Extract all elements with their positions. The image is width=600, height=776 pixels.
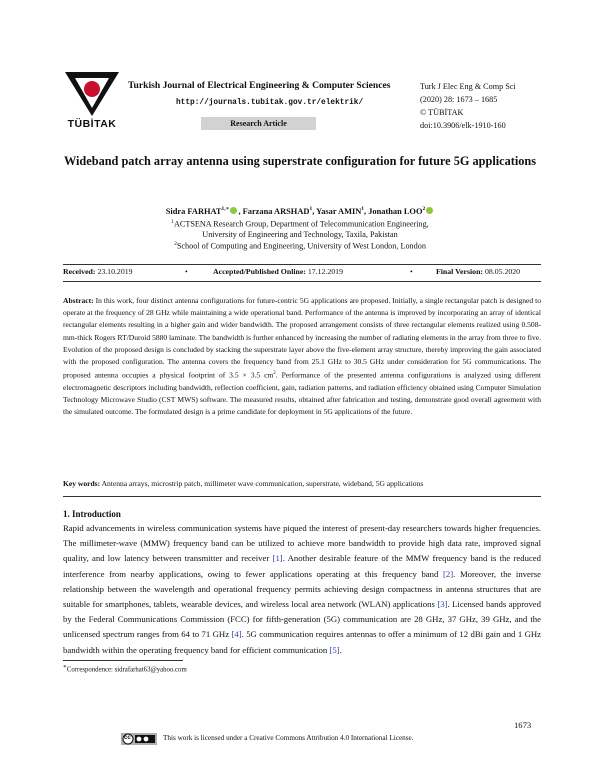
author-affiliation-mark: 2 xyxy=(422,206,426,212)
date-separator: • xyxy=(185,267,188,276)
affiliation-1-line-2: University of Engineering and Technology, Taxila, Pakistan xyxy=(202,230,398,239)
citation-link[interactable]: [5] xyxy=(329,644,340,655)
citation-link[interactable]: [2] xyxy=(442,568,454,579)
footnote-rule xyxy=(63,660,183,661)
paragraph-text: . xyxy=(339,644,342,655)
paper-title: Wideband patch array antenna using superstrate configuration for future 5G applications xyxy=(63,154,537,168)
author-affiliation-mark: 1,∗ xyxy=(221,206,230,212)
keywords-label: Key words: xyxy=(63,479,101,488)
author-affiliation-mark: 1 xyxy=(361,206,365,212)
abstract-label: Abstract: xyxy=(63,296,94,305)
author-affiliation-mark: 1 xyxy=(309,206,313,212)
citation-link[interactable]: [1] xyxy=(272,553,283,564)
author-name: Yasar AMIN xyxy=(316,206,362,216)
introduction-paragraph xyxy=(63,521,541,658)
divider xyxy=(63,496,541,497)
tubitak-logo-text: TÜBİTAK xyxy=(67,118,117,130)
keywords-text: Antenna arrays, microstrip patch, millimeter wave communication, superstrate, wideband, 5G applications xyxy=(100,479,424,488)
paragraph-text: . Licensed bands approved by the Federal Communications Commission (FCC) for fifth-generation (5G) communication are 28 GHz, 37 GHz, 39 GHz, and the unlicensed spectrum ranges from 64 to 71 GHz xyxy=(63,599,541,640)
orcid-icon[interactable] xyxy=(230,207,237,214)
abstract-text: . Performance of the presented antenna configurations is analyzed using different electromagnetic descriptors including bandwidth, reflection coefficient, gain, radiation patterns, and radiation efficiency obtained using Computer Simulation Technology Microwave Studio (CST MWS) software. The measured results, obtained after fabrication and testing, demonstrate good overall agreement with the simulated outcome. The formulated design is a prime candidate for deployment in 5G applications of the future. xyxy=(63,370,541,417)
page-number: 1673 xyxy=(514,720,532,730)
author-separator: , xyxy=(238,206,243,216)
footnote-text: Correspondence: sidrafarhat63@yahoo.com xyxy=(66,666,187,674)
affiliation-mark: 1 xyxy=(171,219,174,225)
author-name: Sidra FARHAT xyxy=(165,206,222,216)
citation-journal: Turk J Elec Eng & Comp Sci xyxy=(420,82,516,91)
affiliation-1-line-1 xyxy=(60,219,540,229)
correspondence-footnote xyxy=(63,664,187,673)
dates-bar xyxy=(63,267,541,281)
received-date: 23.10.2019 xyxy=(97,267,133,276)
cc-text: cc xyxy=(124,735,131,741)
section-heading: 1. Introduction xyxy=(63,509,121,519)
author-separator: , xyxy=(364,206,369,216)
citation-link[interactable]: [3] xyxy=(437,599,448,610)
affiliation-mark: 2 xyxy=(174,241,177,247)
footnote-mark: ∗ xyxy=(63,664,67,670)
journal-url[interactable]: http://journals.tubitak.gov.tr/elektrik/ xyxy=(176,99,364,107)
affiliation-text: ACTSENA Research Group, Department of Telecommunication Engineering, xyxy=(173,219,429,229)
abstract-text: In this work, four distinct antenna configurations for future-centric 5G applications are proposed. Initially, a single rectangular patch is designed to operate at the frequency of 28 GHz while maintaining a wide operational band. Performance of the antenna is improved by incorporating an array of identical rectangular elements resulting in a higher gain and wider bandwidth. The proposed arrangement consists of three rectangular elements realized using 0.508-mm-thick Rogers RT/Duroid 5880 laminate. The bandwidth is further enhanced by increasing the number of radiating elements in the array from three to five. Evolution of the proposed design is concluded by stacking the superstrate layer above the five-element array structure, thereby improving the gain associated with the proposed configuration. The antenna covers the frequency band from 25.1 GHz to 30.5 GHz under consideration for 5G communications. The proposed antenna occupies a physical footprint of 3.5 × 3.5 cm xyxy=(63,296,541,380)
cc-by-badge[interactable] xyxy=(121,732,157,744)
paragraph-text: . 5G communication requires antennas to offer a minimum of 12 dBi gain and 1 GHz bandwidth within the operating frequency band for efficient communication xyxy=(63,629,541,655)
paragraph-text: . Moreover, the inverse relationship between the wavelength and operational frequency permits achieving design compactness in antenna structures that are suitable for smartphones, tablets, wearable devices, and wireless local area network (WLAN) applications xyxy=(63,568,542,610)
citation-volume: (2020) 28: 1673 – 1685 xyxy=(420,95,498,104)
journal-name: Turkish Journal of Electrical Engineering & Computer Sciences xyxy=(128,80,391,91)
final-date: 08.05.2020 xyxy=(484,267,521,276)
received-label: Received: xyxy=(63,267,96,276)
divider xyxy=(63,264,541,265)
license-text: This work is licensed under a Creative Commons Attribution 4.0 International License. xyxy=(163,734,414,742)
date-separator: • xyxy=(410,267,413,276)
paragraph-text: Rapid advancements in wireless communication systems have piqued the interest of present-day researchers towards higher frequencies. The millimeter-wave (MMW) frequency band can be utilized to achieve more bandwidth to provide high data rate, improved signal quality, and low latency between transmitter and receiver xyxy=(63,523,541,564)
copyright: © TÜBİTAK xyxy=(420,108,464,117)
paragraph-text: . Another desirable feature of the MMW frequency band is the reduced interference from nearby applications, owing to fewer applications operating at this frequency band xyxy=(63,553,541,579)
citation-block xyxy=(420,80,516,132)
article-type-label: Research Article xyxy=(201,117,316,130)
author-separator: , xyxy=(312,206,317,216)
divider xyxy=(63,281,541,282)
orcid-icon[interactable] xyxy=(426,207,433,214)
affiliation-2 xyxy=(60,241,540,251)
author-name: Jonathan LOO xyxy=(368,206,423,216)
accepted-date: 17.12.2019 xyxy=(307,267,343,276)
abstract xyxy=(63,295,541,419)
author-name: Farzana ARSHAD xyxy=(242,206,310,216)
citation-link[interactable]: [4] xyxy=(231,629,242,640)
keywords xyxy=(63,479,541,488)
author-list xyxy=(60,206,540,216)
abstract-superscript: 2 xyxy=(273,371,276,377)
final-label: Final Version: xyxy=(436,267,484,276)
doi[interactable]: doi:10.3906/elk-1910-160 xyxy=(420,121,506,130)
accepted-label: Accepted/Published Online: xyxy=(213,267,306,276)
affiliation-text: School of Computing and Engineering, University of West London, London xyxy=(176,241,426,251)
